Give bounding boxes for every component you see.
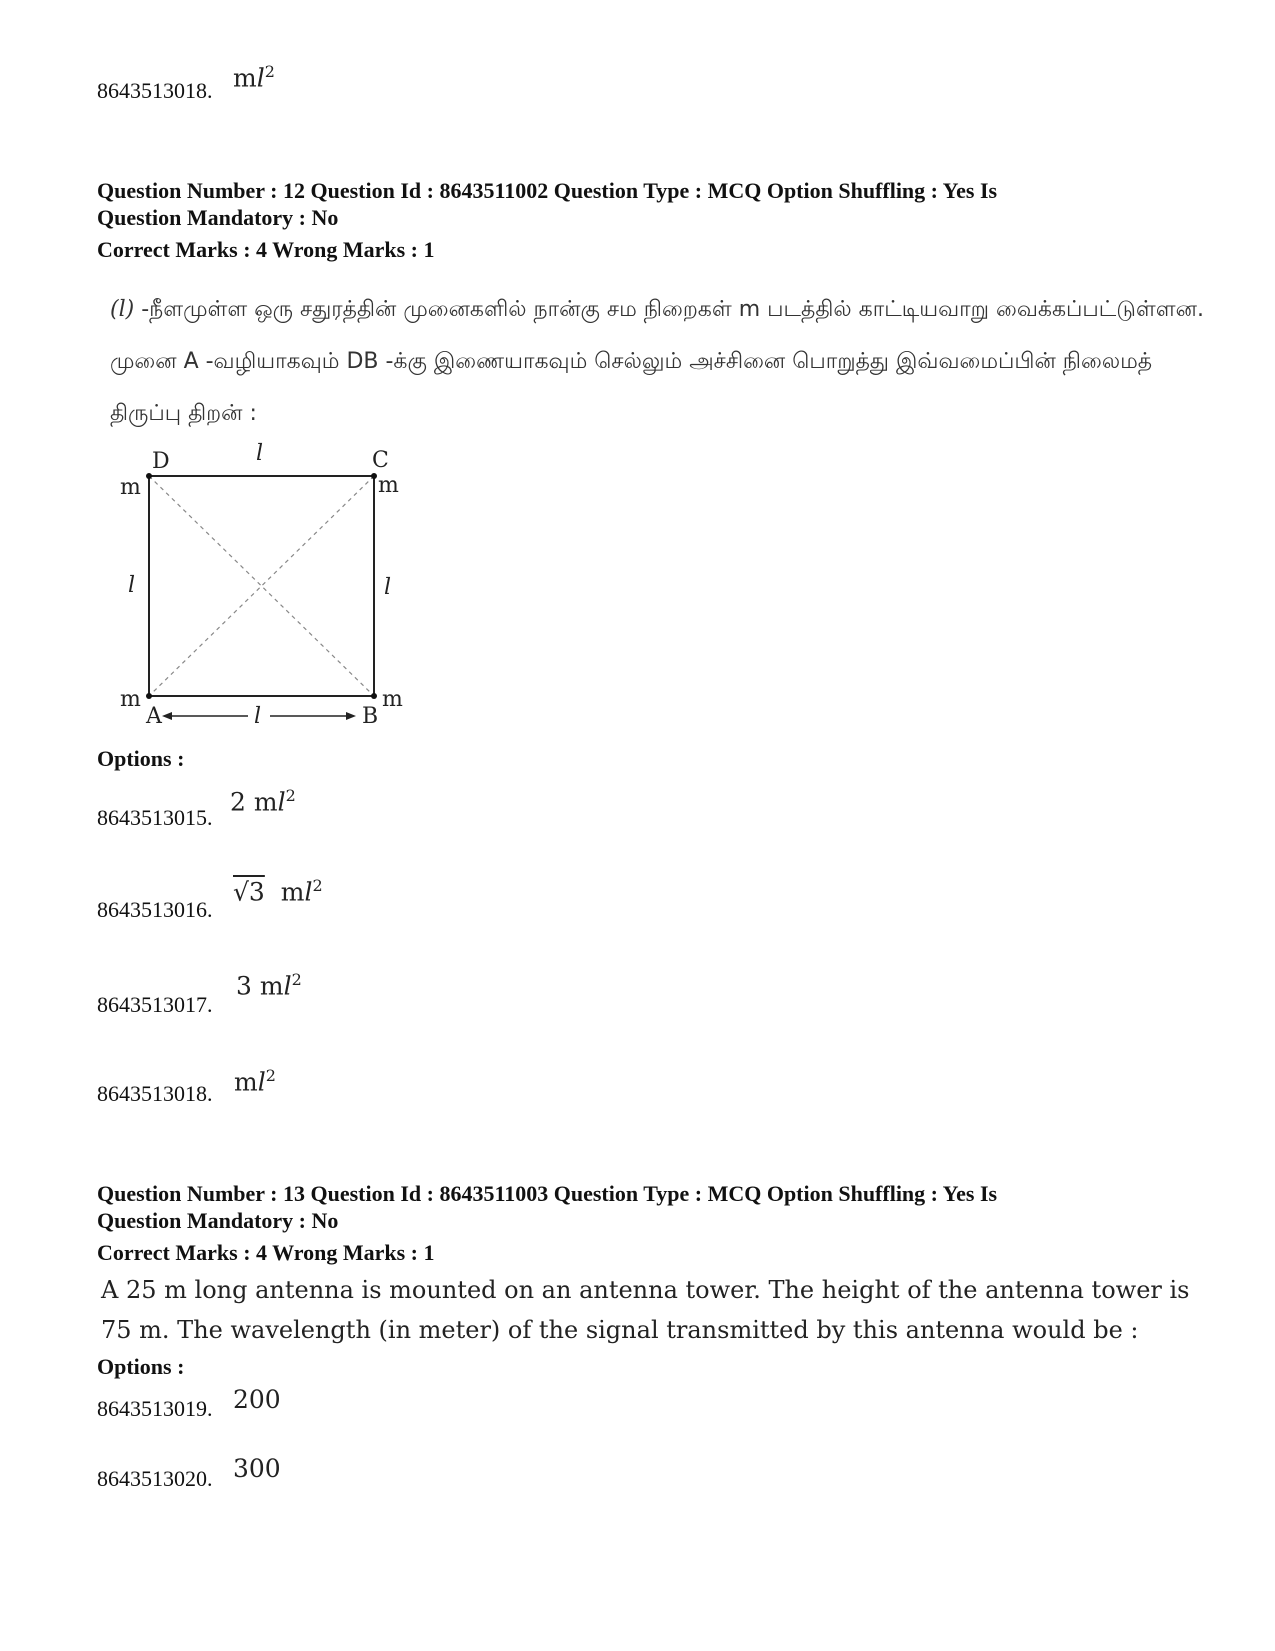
mass-dot-b bbox=[371, 693, 377, 699]
q13-option-2-id: 8643513020. bbox=[97, 1466, 213, 1491]
q12-header-line1: Question Number : 12 Question Id : 8643511002 Question Type : MCQ Option Shuffling : Yes Is bbox=[97, 178, 998, 203]
q13-question-text: A 25 m long antenna is mounted on an antenna tower. The height of the antenna tower is 75 m. The wavelength (in meter) of the signal transmitted by this antenna would be : bbox=[101, 1276, 1190, 1344]
q12-option-3-id: 8643513017. bbox=[97, 992, 213, 1017]
mass-dot-a bbox=[146, 693, 152, 699]
q12-option-2-value: √3 $ml^2$ bbox=[233, 876, 323, 907]
square-masses-diagram bbox=[110, 440, 420, 740]
q12-option-1-value: 2 $ml^2$ bbox=[230, 786, 296, 817]
side-label-bottom: l bbox=[254, 704, 262, 729]
q12-option-1-id: 8643513015. bbox=[97, 805, 213, 830]
q12-header-line2: Question Mandatory : No bbox=[97, 205, 339, 230]
mass-dot-c bbox=[371, 473, 377, 479]
q13-header bbox=[97, 1180, 997, 1266]
q13-header-line1: Question Number : 13 Question Id : 8643511003 Question Type : MCQ Option Shuffling : Yes Is bbox=[97, 1181, 998, 1206]
side-label-top: l bbox=[256, 441, 264, 466]
q12-marks: Correct Marks : 4 Wrong Marks : 1 bbox=[97, 237, 435, 262]
side-label-right: l bbox=[384, 575, 392, 600]
q13-header-line2: Question Mandatory : No bbox=[97, 1208, 339, 1233]
mass-label-d: m bbox=[120, 475, 141, 500]
option-value: $ml^2$ bbox=[233, 62, 275, 93]
q12-option-2-id: 8643513016. bbox=[97, 897, 213, 922]
side-label-left: l bbox=[128, 573, 136, 598]
q13-options-label: Options : bbox=[97, 1354, 185, 1379]
q12-option-4-id: 8643513018. bbox=[97, 1081, 213, 1106]
q13-option-1-id: 8643513019. bbox=[97, 1396, 213, 1421]
q12-header bbox=[97, 177, 997, 263]
q12-prefix: (l) bbox=[110, 297, 135, 322]
q12-tamil-text: -நீளமுள்ள ஒரு சதுரத்தின் முனைகளில் நான்கு சம நிறைகள் m படத்தில் காட்டியவாறு வைக்கப்பட்டுள்ளன. முனை A -வழியாகவும் DB -க்கு இணையாகவும் செல்லும் அச்சினை பொறுத்து இவ்வமைப்பின் நிலைமத் திருப்பு திறன் : bbox=[110, 297, 1204, 426]
q12-option-4-value: $ml^2$ bbox=[234, 1066, 276, 1097]
mass-label-b: m bbox=[382, 687, 403, 712]
option-id: 8643513018. bbox=[97, 78, 213, 103]
vertex-label-d: D bbox=[152, 449, 170, 474]
arrowhead-right bbox=[346, 712, 356, 720]
q12-options-label: Options : bbox=[97, 746, 185, 771]
mass-label-a: m bbox=[120, 687, 141, 712]
arrowhead-left bbox=[162, 712, 172, 720]
vertex-label-c: C bbox=[372, 448, 389, 473]
q13-marks: Correct Marks : 4 Wrong Marks : 1 bbox=[97, 1240, 435, 1265]
q12-option-3-value: 3 $ml^2$ bbox=[236, 970, 302, 1001]
vertex-label-b: B bbox=[362, 704, 379, 729]
q13-option-2-value: 300 bbox=[233, 1454, 281, 1483]
q12-question-text bbox=[110, 284, 1210, 440]
mass-label-c: m bbox=[378, 473, 399, 498]
q13-option-1-value: 200 bbox=[233, 1385, 281, 1414]
vertex-label-a: A bbox=[146, 704, 162, 729]
